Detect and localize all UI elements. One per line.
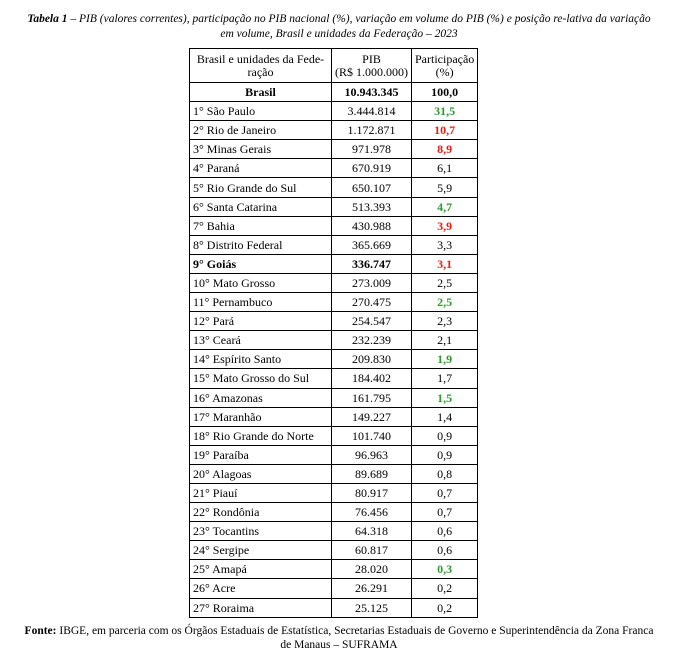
header-pib-line1: PIB <box>362 51 381 66</box>
pib-cell: 670.919 <box>332 159 412 178</box>
region-cell: 12° Pará <box>190 312 332 331</box>
total-pib: 10.943.345 <box>332 83 412 102</box>
share-cell: 0,9 <box>412 426 478 445</box>
table-row <box>190 464 478 483</box>
pib-cell: 273.009 <box>332 273 412 292</box>
share-cell: 3,1 <box>412 254 478 273</box>
pib-cell: 28.020 <box>332 560 412 579</box>
table-row <box>190 407 478 426</box>
region-cell: 1° São Paulo <box>190 102 332 121</box>
header-row <box>190 49 478 83</box>
caption-text: – PIB (valores correntes), participação no PIB nacional (%), variação em volume do PIB (%) e posição re-lativa da variação em volume, Brasil e unidades da Federação – 2023 <box>67 13 651 40</box>
pib-cell: 64.318 <box>332 522 412 541</box>
pib-cell: 184.402 <box>332 369 412 388</box>
share-cell: 0,7 <box>412 483 478 502</box>
region-cell: 22° Rondônia <box>190 503 332 522</box>
pib-cell: 1.172.871 <box>332 121 412 140</box>
header-share <box>412 49 478 83</box>
pib-cell: 513.393 <box>332 197 412 216</box>
total-share: 100,0 <box>412 83 478 102</box>
region-cell: 7° Bahia <box>190 216 332 235</box>
pib-cell: 25.125 <box>332 598 412 617</box>
share-cell: 0,7 <box>412 503 478 522</box>
table-row <box>190 140 478 159</box>
table-row <box>190 102 478 121</box>
pib-cell: 60.817 <box>332 541 412 560</box>
region-cell: 26° Acre <box>190 579 332 598</box>
region-cell: 16° Amazonas <box>190 388 332 407</box>
share-cell: 6,1 <box>412 159 478 178</box>
region-cell: 19° Paraíba <box>190 445 332 464</box>
source-label: Fonte: <box>24 625 57 637</box>
region-cell: 21° Piauí <box>190 483 332 502</box>
total-region: Brasil <box>190 83 332 102</box>
pib-cell: 149.227 <box>332 407 412 426</box>
header-region-text: Brasil e unidades da Fede-ração <box>196 51 325 79</box>
header-pib-line2: (R$ 1.000.000) <box>335 64 408 79</box>
region-cell: 18° Rio Grande do Norte <box>190 426 332 445</box>
table-row <box>190 369 478 388</box>
share-cell: 4,7 <box>412 197 478 216</box>
region-cell: 11° Pernambuco <box>190 293 332 312</box>
share-cell: 0,2 <box>412 579 478 598</box>
share-cell: 1,9 <box>412 350 478 369</box>
region-cell: 14° Espírito Santo <box>190 350 332 369</box>
source-note <box>20 624 658 652</box>
region-cell: 3° Minas Gerais <box>190 140 332 159</box>
share-cell: 2,5 <box>412 273 478 292</box>
share-cell: 0,8 <box>412 464 478 483</box>
table-row <box>190 541 478 560</box>
table-row <box>190 254 478 273</box>
table-row <box>190 216 478 235</box>
region-cell: 17° Maranhão <box>190 407 332 426</box>
pib-cell: 430.988 <box>332 216 412 235</box>
pib-cell: 650.107 <box>332 178 412 197</box>
share-cell: 0,2 <box>412 598 478 617</box>
share-cell: 0,9 <box>412 445 478 464</box>
region-cell: 24° Sergipe <box>190 541 332 560</box>
pib-cell: 161.795 <box>332 388 412 407</box>
table-row <box>190 312 478 331</box>
header-region <box>190 49 332 83</box>
table-row <box>190 503 478 522</box>
pib-table <box>189 48 478 618</box>
pib-cell: 232.239 <box>332 331 412 350</box>
region-cell: 13° Ceará <box>190 331 332 350</box>
share-cell: 2,5 <box>412 293 478 312</box>
pib-cell: 270.475 <box>332 293 412 312</box>
pib-cell: 365.669 <box>332 235 412 254</box>
region-cell: 20° Alagoas <box>190 464 332 483</box>
region-cell: 9° Goiás <box>190 254 332 273</box>
share-cell: 0,6 <box>412 541 478 560</box>
header-share-line1: Participação <box>415 51 475 66</box>
table-row <box>190 350 478 369</box>
share-cell: 1,7 <box>412 369 478 388</box>
table-row <box>190 273 478 292</box>
pib-cell: 80.917 <box>332 483 412 502</box>
share-cell: 2,3 <box>412 312 478 331</box>
table-row <box>190 121 478 140</box>
table-row <box>190 483 478 502</box>
pib-cell: 336.747 <box>332 254 412 273</box>
table-row <box>190 522 478 541</box>
source-text: IBGE, em parceria com os Órgãos Estaduais de Estatística, Secretarias Estaduais de Governo e Superintendência da Zona Franca de Manaus – SUFRAMA <box>56 625 654 651</box>
share-cell: 5,9 <box>412 178 478 197</box>
header-pib <box>332 49 412 83</box>
table-row <box>190 598 478 617</box>
region-cell: 5° Rio Grande do Sul <box>190 178 332 197</box>
pib-cell: 76.456 <box>332 503 412 522</box>
pib-cell: 3.444.814 <box>332 102 412 121</box>
pib-cell: 101.740 <box>332 426 412 445</box>
share-cell: 0,6 <box>412 522 478 541</box>
table-row <box>190 388 478 407</box>
table-row <box>190 331 478 350</box>
header-share-line2: (%) <box>435 64 454 79</box>
table-row <box>190 445 478 464</box>
region-cell: 15° Mato Grosso do Sul <box>190 369 332 388</box>
share-cell: 0,3 <box>412 560 478 579</box>
table-row <box>190 560 478 579</box>
region-cell: 27° Roraima <box>190 598 332 617</box>
table-row <box>190 235 478 254</box>
region-cell: 4° Paraná <box>190 159 332 178</box>
share-cell: 31,5 <box>412 102 478 121</box>
share-cell: 2,1 <box>412 331 478 350</box>
region-cell: 10° Mato Grosso <box>190 273 332 292</box>
share-cell: 8,9 <box>412 140 478 159</box>
pib-cell: 209.830 <box>332 350 412 369</box>
share-cell: 10,7 <box>412 121 478 140</box>
pib-cell: 89.689 <box>332 464 412 483</box>
caption-label: Tabela 1 <box>27 13 68 25</box>
share-cell: 1,4 <box>412 407 478 426</box>
share-cell: 3,3 <box>412 235 478 254</box>
region-cell: 2° Rio de Janeiro <box>190 121 332 140</box>
table-caption <box>20 12 658 42</box>
share-cell: 1,5 <box>412 388 478 407</box>
region-cell: 8° Distrito Federal <box>190 235 332 254</box>
region-cell: 23° Tocantins <box>190 522 332 541</box>
pib-cell: 971.978 <box>332 140 412 159</box>
table-row <box>190 426 478 445</box>
region-cell: 6° Santa Catarina <box>190 197 332 216</box>
share-cell: 3,9 <box>412 216 478 235</box>
table-row <box>190 159 478 178</box>
total-row <box>190 83 478 102</box>
table-row <box>190 293 478 312</box>
table-row <box>190 197 478 216</box>
table-row <box>190 178 478 197</box>
pib-cell: 26.291 <box>332 579 412 598</box>
pib-cell: 254.547 <box>332 312 412 331</box>
region-cell: 25° Amapá <box>190 560 332 579</box>
pib-cell: 96.963 <box>332 445 412 464</box>
table-row <box>190 579 478 598</box>
